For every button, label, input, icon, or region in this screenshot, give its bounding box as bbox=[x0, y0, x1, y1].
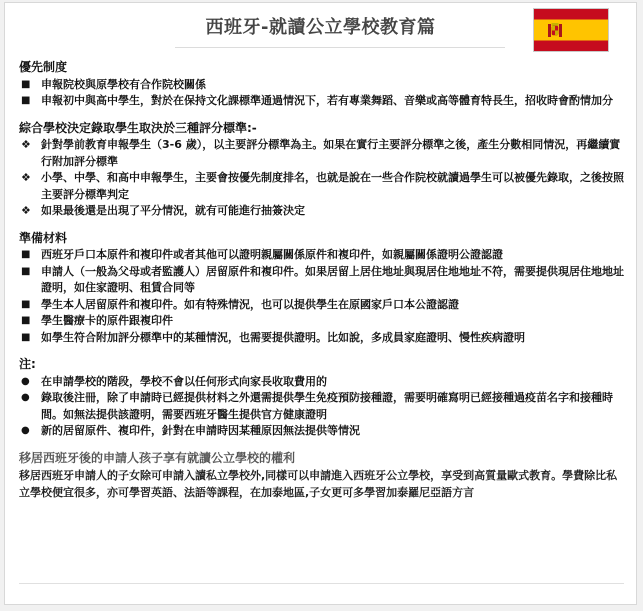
main-content bbox=[19, 59, 624, 511]
notes-list bbox=[19, 374, 624, 440]
list-item bbox=[19, 374, 624, 391]
list-item bbox=[19, 313, 624, 330]
list-item-text: 如學生符合附加評分標準中的某種情況，也需要提供證明。比如說，多成員家庭證明、慢性疾病證明 bbox=[41, 330, 525, 344]
list-item bbox=[19, 264, 624, 297]
square-bullet-icon: ■ bbox=[21, 249, 31, 260]
bottom-divider bbox=[19, 583, 624, 584]
rights-paragraph: 移居西班牙申請人的子女除可申請入讀私立學校外,同樣可以申請進入西班牙公立學校，享受到高質量歐式教育。學費除比私立學校便宜很多，亦可學習英語、法語等課程，在加泰地區,子女更可多學習加泰羅尼亞語方言 bbox=[19, 469, 618, 499]
list-item bbox=[19, 247, 624, 264]
square-bullet-icon: ■ bbox=[21, 265, 31, 277]
square-bullet-icon: ■ bbox=[21, 78, 31, 90]
page-title: 西班牙-就讀公立學校教育篇 bbox=[205, 17, 436, 38]
list-item-text: 學生本人居留原件和複印件。如有特殊情況，也可以提供學生在原國家戶口本公證認證 bbox=[41, 297, 459, 311]
list-item bbox=[19, 297, 624, 314]
list-item bbox=[19, 203, 624, 220]
list-item-text: 錄取後注冊，除了申請時已經提供材料之外還需提供學生免疫預防接種證，需要明確寫明已經接種過疫苗名字和接種時間。如無法提供該證明，需要西班牙醫生提供官方健康證明 bbox=[41, 391, 613, 421]
diamond-bullet-icon: ❖ bbox=[21, 171, 31, 184]
criteria-section bbox=[19, 120, 624, 220]
materials-list bbox=[19, 247, 624, 346]
diamond-bullet-icon: ❖ bbox=[21, 204, 31, 217]
list-item bbox=[19, 330, 624, 347]
materials-section bbox=[19, 230, 624, 347]
section-heading: 綜合學校決定錄取學生取決於三種評分標準:- bbox=[19, 120, 257, 135]
square-bullet-icon: ■ bbox=[21, 331, 31, 343]
priority-section bbox=[19, 59, 624, 110]
section-heading: 優先制度 bbox=[19, 60, 68, 74]
section-heading: 移居西班牙後的申請人孩子享有就讀公立學校的權利 bbox=[19, 450, 296, 465]
rights-section bbox=[19, 450, 624, 502]
list-item-text: 針對學前教育申報學生（3-6 歲），以主要評分標準為主。如果在實行主要評分標準之後，產生分數相同情況，再繼續實行附加評分標準 bbox=[41, 138, 621, 168]
square-bullet-icon: ■ bbox=[21, 315, 31, 326]
title-divider bbox=[175, 47, 505, 48]
list-item-text: 在申請學校的階段，學校不會以任何形式向家長收取費用的 bbox=[41, 374, 327, 388]
dot-bullet-icon: ● bbox=[21, 425, 30, 436]
list-item-text: 申請人（一般為父母或者監護人）居留原件和複印件。如果居留上居住地址與現居住地地址不符，需要提供現居住地地址證明，如住家證明、租賃合同等 bbox=[41, 264, 624, 294]
list-item bbox=[19, 390, 624, 423]
square-bullet-icon: ■ bbox=[21, 298, 31, 310]
list-item-text: 小學、中學、和高中申報學生，主要會按優先制度排名，也就是說在一些合作院校就讀過學生可以被優先錄取，之後按照主要評分標準判定 bbox=[41, 171, 624, 201]
dot-bullet-icon: ● bbox=[21, 392, 30, 403]
notes-section bbox=[19, 356, 624, 440]
list-item bbox=[19, 170, 624, 203]
diamond-bullet-icon: ❖ bbox=[21, 138, 31, 151]
list-item bbox=[19, 137, 624, 170]
spain-flag-icon bbox=[533, 8, 609, 52]
list-item bbox=[19, 423, 624, 440]
priority-list bbox=[19, 77, 624, 110]
document-page bbox=[4, 2, 637, 605]
square-bullet-icon: ■ bbox=[21, 95, 31, 106]
criteria-list bbox=[19, 137, 624, 220]
list-item bbox=[19, 93, 624, 110]
list-item-text: 如果最後還是出現了平分情況，就有可能進行抽簽決定 bbox=[41, 204, 305, 217]
list-item-text: 申報初中與高中學生，對於在保持文化課標準通過情況下，若有專業舞蹈、音樂或高等體育特長生，招收時會酌情加分 bbox=[41, 94, 613, 107]
list-item-text: 申報院校與原學校有合作院校關係 bbox=[41, 77, 206, 91]
list-item-text: 新的居留原件、複印件，針對在申請時因某種原因無法提供等情況 bbox=[41, 424, 360, 437]
list-item-text: 西班牙戶口本原件和複印件或者其他可以證明親屬關係原件和複印件，如親屬關係證明公證認證 bbox=[41, 248, 503, 261]
section-heading: 準備材料 bbox=[19, 230, 68, 245]
dot-bullet-icon: ● bbox=[21, 375, 30, 387]
list-item bbox=[19, 77, 624, 94]
list-item-text: 學生醫療卡的原件跟複印件 bbox=[41, 314, 173, 327]
section-heading: 注: bbox=[19, 357, 36, 371]
